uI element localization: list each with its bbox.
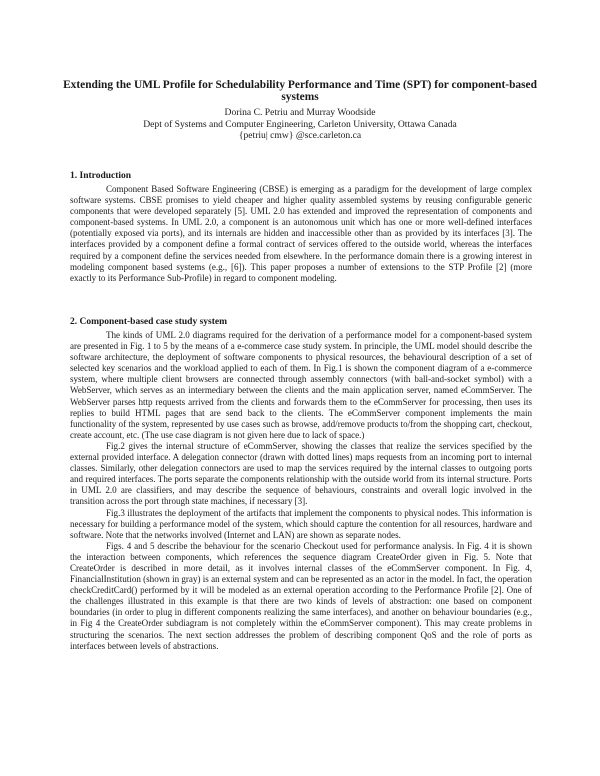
paragraph: The kinds of UML 2.0 diagrams required for the derivation of a performance model for a component-based system are presented in Fig. 1 to 5 by the means of a e-commerce case study system. In principle, the UML model should describe the software architecture, the deployment of software components to physical resources, the behavioural description of a set of selected key scenarios and the workload applied to each of them. In Fig.1 is shown the component diagram of a e-commerce system, where multiple client browsers are connected through assembly connectors (with ball-and-socket symbol) with a WebServer, which serves as an intermediary between the clients and the main application server, named eCommServer. The WebServer parses http requests arrived from the clients and forwards them to the eCommServer for processing, then uses its replies to build HTML pages that are send back to the clients. The eCommServer component implements the main functionality of the system, represented by use cases such as browse, add/remove products to/from the shopping cart, checkout, create account, etc. (The use case diagram is not given here due to lack of space.) [70,330,532,440]
authors: Dorina C. Petriu and Murray Woodside [224,107,376,118]
paragraph: Component Based Software Engineering (CBSE) is emerging as a paradigm for the development of large complex software systems. CBSE promises to yield cheaper and higher quality assembled systems by reusing configurable generic components that were developed separately [5]. UML 2.0 has extended and improved the representation of components and component-based systems. In UML 2.0, a component is an autonomous unit which has one or more well-defined interfaces (potentially exposed via ports), and its internals are hidden and inaccessible other than as provided by its interfaces [3]. The interfaces provided by a component define a formal contract of services offered to the outside world, whereas the interfaces required by a component define the services needed from elsewhere. In the performance domain there is a growing interest in modeling component based systems (e.g., [6]). This paper proposes a number of extensions to the STP Profile [2] (more exactly to its Performance Sub-Profile) in regard to component modeling. [70,184,532,283]
section-heading-introduction: 1. Introduction [70,171,132,181]
paragraph: Figs. 4 and 5 describe the behaviour for the scenario Checkout used for performance analysis. In Fig. 4 it is shown the interaction between components, which references the sequence diagram CreateOrder given in Fig. 5. Note that CreateOrder is described in more detail, as it involves internal classes of the eCommServer component. In Fig. 4, FinancialInstitution (shown in gray) is an external system and can be represented as an actor in the model. In fact, the operation checkCreditCard() performed by it will be modeled as an external operation according to the Performance Profile [2]. One of the challenges illustrated in this example is that there are two kinds of levels of abstraction: one based on component boundaries (in order to plug in different components realizing the same interfaces), and another on behaviour boundaries (e.g., in Fig 4 the CreateOrder subdiagram is not completely within the eCommServer component). This may create problems in structuring the scenarios. The next section addresses the problem of describing component QoS and the role of ports as interfaces between levels of abstractions. [70,540,532,651]
section-body-introduction [70,184,532,284]
paper-title: Extending the UML Profile for Schedulability Performance and Time (SPT) for component-based systems [63,79,537,104]
affiliation: Dept of Systems and Computer Engineering, Carleton University, Ottawa Canada [143,119,457,130]
section-heading-case-study: 2. Component-based case study system [70,317,228,327]
section-body-case-study [70,330,532,652]
paragraph: Fig.3 illustrates the deployment of the artifacts that implement the components to physical nodes. This information is necessary for building a performance model of the system, which should capture the contention for all resources, hardware and software. Note that the networks involved (Internet and LAN) are shown as separate nodes. [70,507,532,540]
paragraph: Fig.2 gives the internal structure of eCommServer, showing the classes that realize the services specified by the external provided interface. A delegation connector (drawn with dotted lines) maps requests from an incoming port to internal classes. Similarly, other delegation connectors are used to map the services required by the internal classes to outgoing ports and required interfaces. The ports separate the components relationship with the outside world from its internal structure. Ports in UML 2.0 are classifiers, and may describe the sequence of behaviours, constraints and overall logic involved in the transition across the port through state machines, if necessary [3]. [70,440,532,507]
email: {petriu| cmw} @sce.carleton.ca [238,130,362,141]
